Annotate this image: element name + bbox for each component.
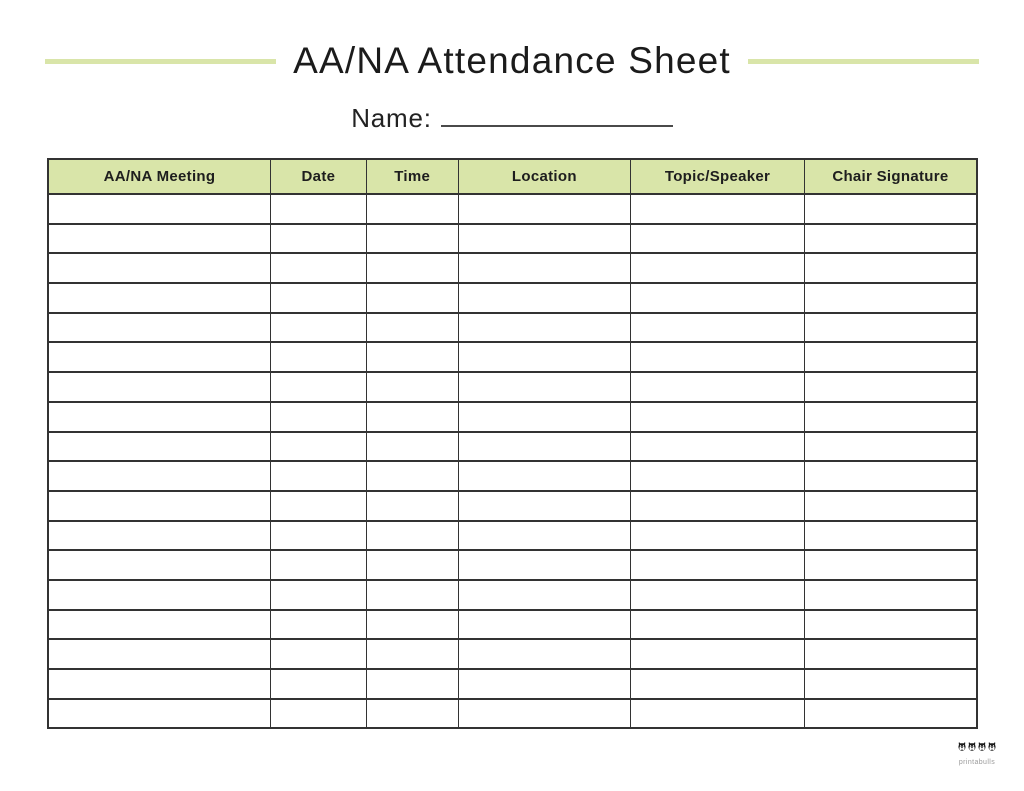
title-rule-left <box>45 59 276 64</box>
empty-cell[interactable] <box>458 580 631 610</box>
empty-cell[interactable] <box>458 313 631 343</box>
empty-cell[interactable] <box>48 491 271 521</box>
empty-cell[interactable] <box>631 342 805 372</box>
empty-cell[interactable] <box>48 521 271 551</box>
empty-cell[interactable] <box>271 283 367 313</box>
empty-cell[interactable] <box>804 550 977 580</box>
table-row <box>48 461 977 491</box>
bulldog-icon <box>957 741 967 752</box>
empty-cell[interactable] <box>458 639 631 669</box>
empty-cell[interactable] <box>271 402 367 432</box>
empty-cell[interactable] <box>804 402 977 432</box>
empty-cell[interactable] <box>631 313 805 343</box>
empty-cell[interactable] <box>271 253 367 283</box>
empty-cell[interactable] <box>366 224 458 254</box>
empty-cell[interactable] <box>458 342 631 372</box>
empty-cell[interactable] <box>366 432 458 462</box>
empty-cell[interactable] <box>366 521 458 551</box>
table-row <box>48 610 977 640</box>
empty-cell[interactable] <box>48 580 271 610</box>
empty-cell[interactable] <box>366 461 458 491</box>
bulldog-icons-row <box>955 741 999 758</box>
empty-cell[interactable] <box>366 372 458 402</box>
table-row <box>48 521 977 551</box>
table-row <box>48 342 977 372</box>
empty-cell[interactable] <box>48 372 271 402</box>
title-row <box>0 40 1024 82</box>
empty-cell[interactable] <box>271 461 367 491</box>
table-row <box>48 313 977 343</box>
table-row <box>48 669 977 699</box>
empty-cell[interactable] <box>458 224 631 254</box>
empty-cell[interactable] <box>458 521 631 551</box>
attendance-table <box>47 158 978 729</box>
empty-cell[interactable] <box>458 194 631 224</box>
empty-cell[interactable] <box>271 432 367 462</box>
column-header-meeting: AA/NA Meeting <box>48 159 271 194</box>
empty-cell[interactable] <box>48 194 271 224</box>
column-header-location: Location <box>458 159 631 194</box>
table-row <box>48 224 977 254</box>
empty-cell[interactable] <box>631 580 805 610</box>
empty-cell[interactable] <box>631 461 805 491</box>
empty-cell[interactable] <box>271 372 367 402</box>
empty-cell[interactable] <box>271 342 367 372</box>
empty-cell[interactable] <box>366 610 458 640</box>
empty-cell[interactable] <box>458 283 631 313</box>
empty-cell[interactable] <box>48 432 271 462</box>
empty-cell[interactable] <box>271 521 367 551</box>
empty-cell[interactable] <box>804 253 977 283</box>
table-row <box>48 639 977 669</box>
printabulls-logo <box>955 741 999 766</box>
empty-cell[interactable] <box>366 669 458 699</box>
empty-cell[interactable] <box>631 669 805 699</box>
empty-cell[interactable] <box>366 550 458 580</box>
table-row <box>48 253 977 283</box>
empty-cell[interactable] <box>631 521 805 551</box>
empty-cell[interactable] <box>458 253 631 283</box>
empty-cell[interactable] <box>458 550 631 580</box>
table-row <box>48 402 977 432</box>
empty-cell[interactable] <box>631 224 805 254</box>
empty-cell[interactable] <box>366 639 458 669</box>
table-row <box>48 432 977 462</box>
empty-cell[interactable] <box>48 461 271 491</box>
bulldog-icon <box>967 741 977 752</box>
empty-cell[interactable] <box>48 253 271 283</box>
empty-cell[interactable] <box>366 580 458 610</box>
empty-cell[interactable] <box>631 283 805 313</box>
empty-cell[interactable] <box>631 639 805 669</box>
empty-cell[interactable] <box>458 699 631 729</box>
empty-cell[interactable] <box>631 550 805 580</box>
empty-cell[interactable] <box>366 283 458 313</box>
empty-cell[interactable] <box>804 580 977 610</box>
empty-cell[interactable] <box>271 224 367 254</box>
empty-cell[interactable] <box>631 432 805 462</box>
empty-cell[interactable] <box>804 194 977 224</box>
empty-cell[interactable] <box>271 610 367 640</box>
table-row <box>48 550 977 580</box>
empty-cell[interactable] <box>458 491 631 521</box>
empty-cell[interactable] <box>48 283 271 313</box>
empty-cell[interactable] <box>271 194 367 224</box>
empty-cell[interactable] <box>48 610 271 640</box>
title-rule-right <box>748 59 979 64</box>
empty-cell[interactable] <box>631 402 805 432</box>
empty-cell[interactable] <box>366 253 458 283</box>
empty-cell[interactable] <box>366 402 458 432</box>
empty-cell[interactable] <box>48 639 271 669</box>
bulldog-icon <box>977 741 987 752</box>
empty-cell[interactable] <box>48 342 271 372</box>
empty-cell[interactable] <box>48 402 271 432</box>
empty-cell[interactable] <box>366 342 458 372</box>
empty-cell[interactable] <box>804 313 977 343</box>
empty-cell[interactable] <box>458 372 631 402</box>
empty-cell[interactable] <box>804 639 977 669</box>
empty-cell[interactable] <box>458 402 631 432</box>
empty-cell[interactable] <box>458 432 631 462</box>
empty-cell[interactable] <box>804 342 977 372</box>
empty-cell[interactable] <box>631 372 805 402</box>
empty-cell[interactable] <box>366 313 458 343</box>
empty-cell[interactable] <box>804 432 977 462</box>
empty-cell[interactable] <box>48 313 271 343</box>
empty-cell[interactable] <box>366 699 458 729</box>
column-header-chair-signature: Chair Signature <box>804 159 977 194</box>
empty-cell[interactable] <box>48 699 271 729</box>
page-title: AA/NA Attendance Sheet <box>293 40 731 81</box>
column-header-time: Time <box>366 159 458 194</box>
empty-cell[interactable] <box>804 372 977 402</box>
table-row <box>48 699 977 729</box>
empty-cell[interactable] <box>271 699 367 729</box>
empty-cell[interactable] <box>271 550 367 580</box>
empty-cell[interactable] <box>631 194 805 224</box>
empty-cell[interactable] <box>48 669 271 699</box>
empty-cell[interactable] <box>366 194 458 224</box>
table-row <box>48 580 977 610</box>
empty-cell[interactable] <box>631 699 805 729</box>
empty-cell[interactable] <box>804 669 977 699</box>
empty-cell[interactable] <box>366 491 458 521</box>
empty-cell[interactable] <box>631 610 805 640</box>
empty-cell[interactable] <box>48 224 271 254</box>
table-row <box>48 194 977 224</box>
empty-cell[interactable] <box>458 461 631 491</box>
table-row <box>48 372 977 402</box>
empty-cell[interactable] <box>804 610 977 640</box>
empty-cell[interactable] <box>271 580 367 610</box>
empty-cell[interactable] <box>271 313 367 343</box>
empty-cell[interactable] <box>804 224 977 254</box>
empty-cell[interactable] <box>804 521 977 551</box>
empty-cell[interactable] <box>271 669 367 699</box>
empty-cell[interactable] <box>804 283 977 313</box>
empty-cell[interactable] <box>458 610 631 640</box>
empty-cell[interactable] <box>804 461 977 491</box>
empty-cell[interactable] <box>804 699 977 729</box>
name-label: Name: <box>351 103 432 133</box>
table-row <box>48 491 977 521</box>
empty-cell[interactable] <box>458 669 631 699</box>
table-row <box>48 283 977 313</box>
attendance-table-body <box>48 194 977 728</box>
name-field <box>0 103 1024 134</box>
empty-cell[interactable] <box>271 491 367 521</box>
empty-cell[interactable] <box>631 253 805 283</box>
column-header-date: Date <box>271 159 367 194</box>
empty-cell[interactable] <box>271 639 367 669</box>
table-header-row <box>48 159 977 194</box>
logo-text: printabulls <box>958 759 996 766</box>
name-input-line[interactable] <box>441 125 673 127</box>
empty-cell[interactable] <box>48 550 271 580</box>
empty-cell[interactable] <box>804 491 977 521</box>
empty-cell[interactable] <box>631 491 805 521</box>
bulldog-icon <box>987 741 997 752</box>
column-header-topic-speaker: Topic/Speaker <box>631 159 805 194</box>
